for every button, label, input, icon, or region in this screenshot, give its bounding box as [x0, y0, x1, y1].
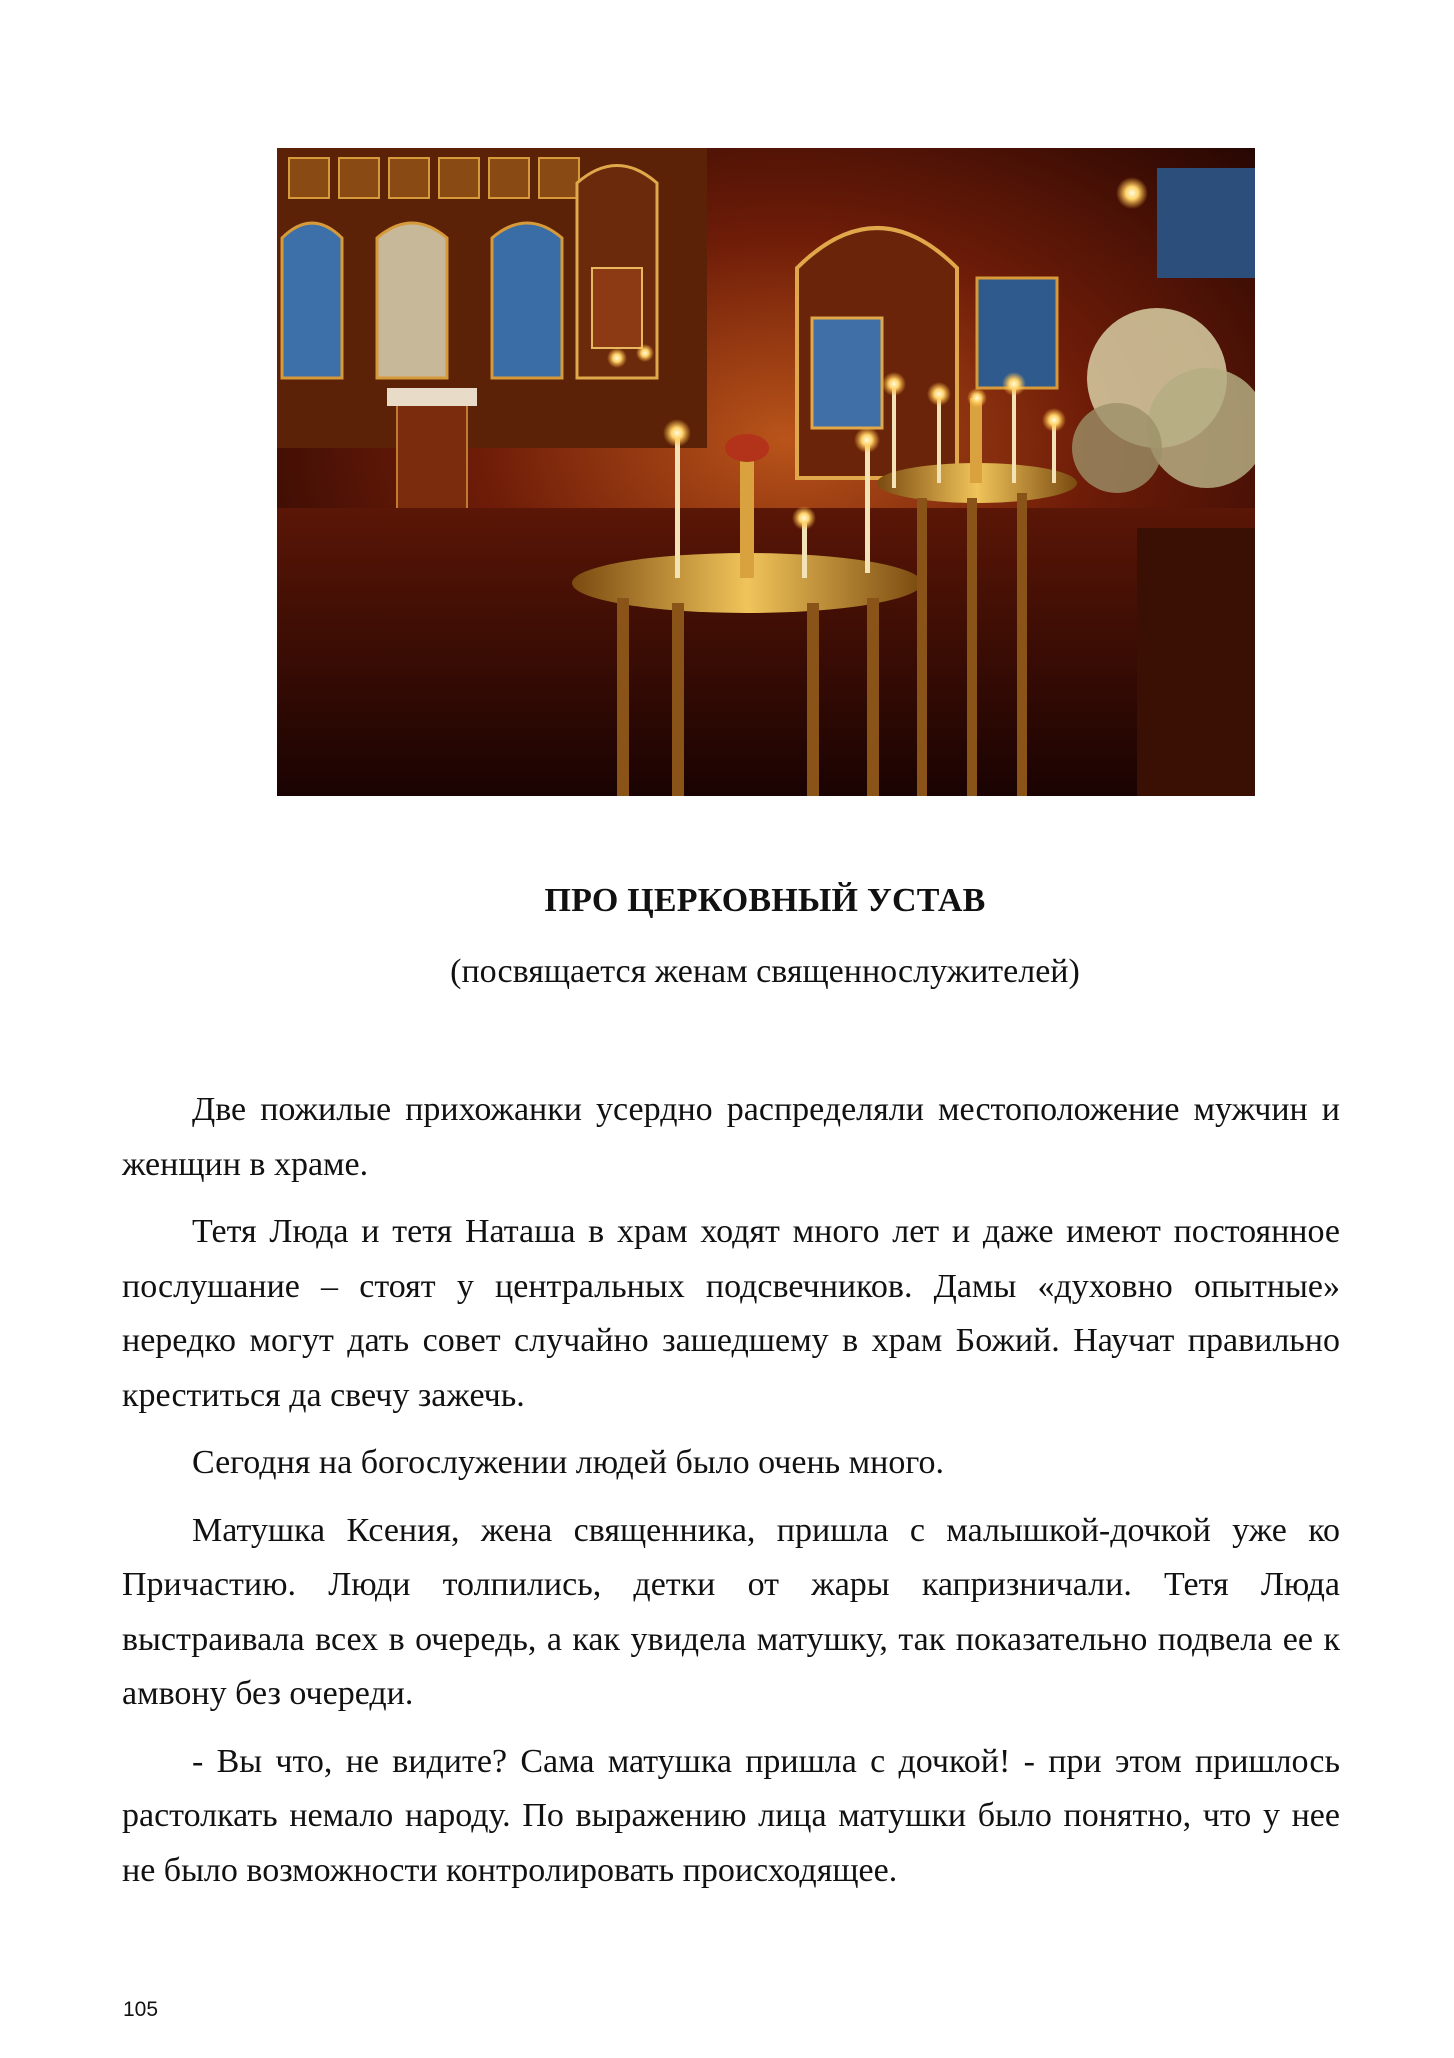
page-number: 105 — [123, 1998, 159, 2021]
right-stand — [1137, 528, 1255, 796]
church-interior-photo — [277, 148, 1255, 796]
paragraph: Матушка Ксения, жена священника, пришла с малышкой-дочкой уже ко Причастию. Люди толпились, детки от жары капризничали. Тетя Люда выстраивала всех в очередь, а как увидела матушку, так показательно подвела ее к амвону без очереди. — [122, 1511, 1340, 1712]
body-text — [122, 1083, 1340, 1911]
paragraph: Тетя Люда и тетя Наташа в храм ходят много лет и даже имеют постоянное послушание – стоят у центральных подсвечников. Дамы «духовно опытные» нередко могут дать совет случайно зашедшему в храм Божий. Научат правильно креститься да свечу зажечь. — [122, 1213, 1340, 1414]
section-subtitle: (посвящается женам священнослужителей) — [450, 953, 1080, 990]
paragraph: Сегодня на богослужении людей было очень много. — [192, 1444, 944, 1481]
section-title: ПРО ЦЕРКОВНЫЙ УСТАВ — [544, 882, 986, 919]
paragraph: - Вы что, не видите? Сама матушка пришла с дочкой! - при этом пришлось растолкать немало народу. По выражению лица матушки было понятно, что у нее не было возможности контролировать происходящее. — [122, 1742, 1340, 1889]
paragraph: Две пожилые прихожанки усердно распределяли местоположение мужчин и женщин в храме. — [122, 1091, 1340, 1183]
floor — [277, 508, 1255, 796]
